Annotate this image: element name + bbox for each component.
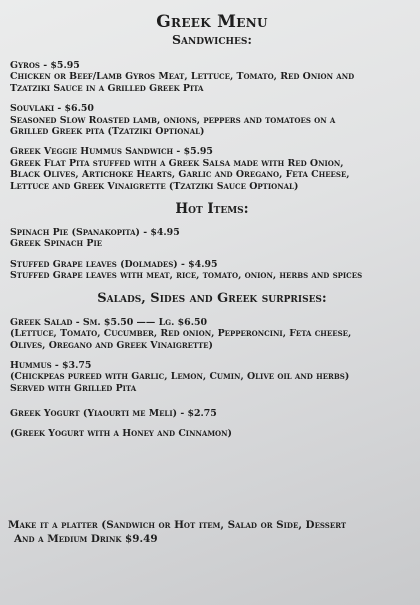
menu-item-dolmades bbox=[10, 259, 414, 282]
item-description: Greek Spinach Pie bbox=[10, 238, 103, 250]
section-heading-sandwiches: Sandwiches: bbox=[172, 32, 252, 47]
menu-item-gyros bbox=[10, 60, 414, 94]
menu-item-souvlaki bbox=[10, 103, 414, 137]
item-name-price: Greek Veggie Hummus Sandwich - $5.95 bbox=[10, 146, 213, 158]
menu-item-hummus bbox=[10, 360, 414, 394]
item-name-price: Souvlaki - $6.50 bbox=[10, 103, 94, 115]
item-name-price: Spinach Pie (Spanakopita) - $4.95 bbox=[10, 227, 180, 239]
item-description: (Chickpeas pureed with Garlic, Lemon, Cumin, Olive oil and herbs) bbox=[10, 371, 350, 383]
item-description: Greek Flat Pita stuffed with a Greek Salsa made with Red Onion, bbox=[10, 157, 344, 169]
platter-offer-line: Make it a platter (Sandwich or Hot item, Salad or Side, Dessert bbox=[8, 519, 347, 531]
item-description: (Greek Yogurt with a Honey and Cinnamon) bbox=[10, 427, 232, 439]
menu-item-spinach-pie bbox=[10, 227, 414, 250]
menu-title: Greek Menu bbox=[156, 12, 268, 32]
item-name-price: Greek Yogurt (Yiaourti me Meli) - $2.75 bbox=[10, 408, 217, 420]
item-description: Stuffed Grape leaves with meat, rice, tomato, onion, herbs and spices bbox=[10, 270, 363, 282]
item-description: (Lettuce, Tomato, Cucumber, Red onion, Pepperoncini, Feta cheese, bbox=[10, 328, 352, 340]
item-name-price: Hummus - $3.75 bbox=[10, 359, 92, 371]
platter-offer bbox=[8, 518, 346, 546]
platter-offer-line: And a Medium Drink $9.49 bbox=[14, 533, 158, 545]
item-description: Served with Grilled Pita bbox=[10, 382, 137, 394]
item-name-price: Gyros - $5.95 bbox=[10, 60, 80, 71]
item-name-price: Greek Salad - Sm. $5.50 —— Lg. $6.50 bbox=[10, 316, 208, 328]
item-description: Olives, Oregano and Greek Vinaigrette) bbox=[10, 339, 213, 351]
item-description: Chicken or Beef/Lamb Gyros Meat, Lettuce, Tomato, Red Onion and bbox=[10, 71, 355, 83]
item-description: Black Olives, Artichoke Hearts, Garlic and Oregano, Feta Cheese, bbox=[10, 169, 350, 181]
section-heading-hot-items: Hot Items: bbox=[175, 201, 249, 218]
item-description: Seasoned Slow Roasted lamb, onions, peppers and tomatoes on a bbox=[10, 114, 336, 126]
item-description: Tzatziki Sauce in a Grilled Greek Pita bbox=[10, 82, 204, 94]
item-name-price: Stuffed Grape leaves (Dolmades) - $4.95 bbox=[10, 258, 218, 270]
item-description: Lettuce and Greek Vinaigrette (Tzatziki Sauce Optional) bbox=[10, 180, 299, 192]
menu-item-veggie-hummus-sandwich bbox=[10, 146, 414, 192]
section-heading-salads-sides: Salads, Sides and Greek surprises: bbox=[97, 290, 327, 306]
item-description: Grilled Greek pita (Tzatziki Optional) bbox=[10, 126, 205, 138]
menu-item-greek-yogurt bbox=[10, 408, 414, 439]
menu-item-greek-salad bbox=[10, 317, 414, 351]
